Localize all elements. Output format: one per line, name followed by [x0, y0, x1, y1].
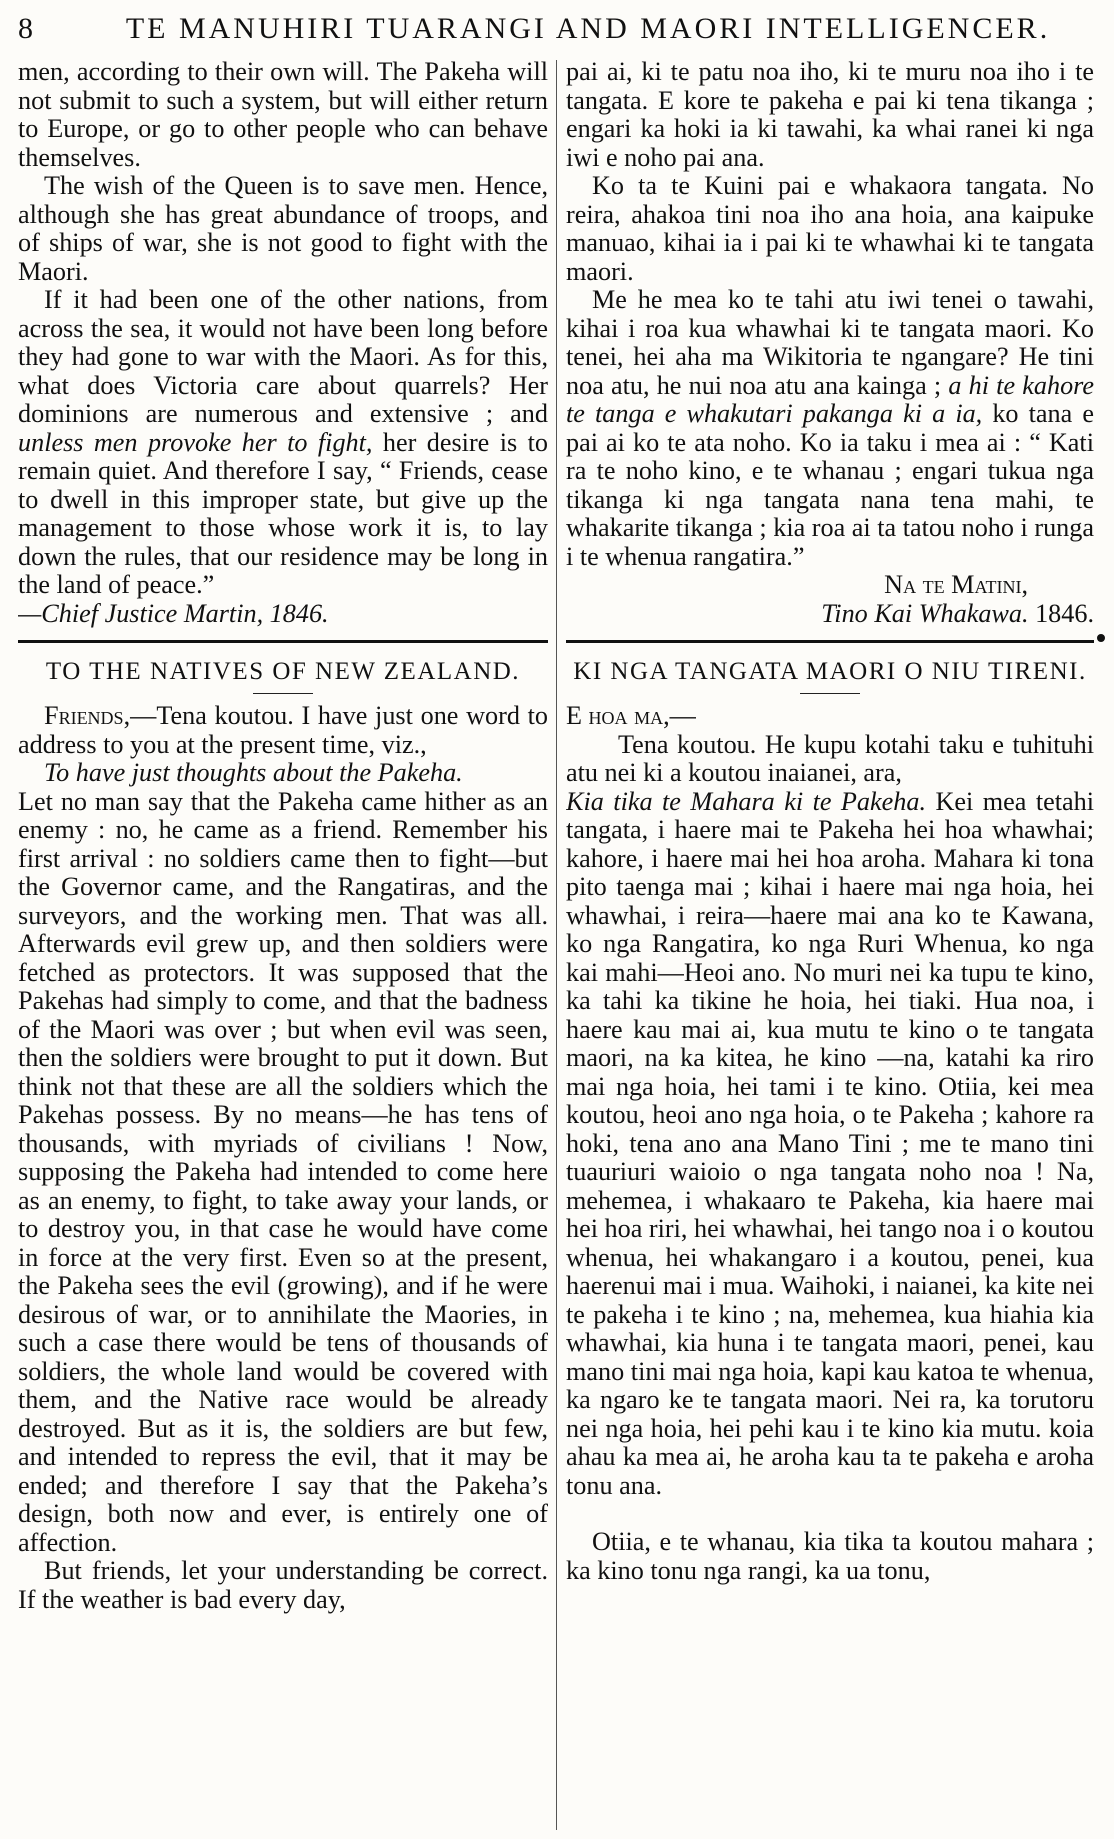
paragraph: men, according to their own will. The Pakeha will not submit to such a system, but will either return to Europe, or go to other people who can behave themselves.: [18, 58, 548, 172]
masthead-title: TE MANUHIRI TUARANGI AND MAORI INTELLIGENCER.: [125, 12, 1051, 45]
text-run: —Tena koutou. I have just one word to address to you at the present time, viz.,: [18, 701, 548, 759]
spacer: [566, 1500, 1094, 1528]
section-divider: [566, 640, 1094, 643]
page-number: 8: [18, 12, 35, 45]
heading-rule: [253, 693, 313, 694]
italic-line: To have just thoughts about the Pakeha.: [44, 758, 463, 787]
column-rule: [556, 60, 557, 1830]
text-run: Me he mea ko te tahi atu iwi tenei o tawahi, kihai i roa kua whawhai ki te tangata maori. Ko tenei, hei aha ma Wikitoria te ngangare? He tini noa atu, he nui noa atu ana kainga ;: [566, 285, 1094, 400]
signature-title: Tino Kai Whakawa. 1846.: [821, 598, 1094, 628]
italic-text: Kia tika te Mahara ki te Pakeha.: [566, 786, 927, 816]
paragraph: But friends, let your understanding be correct. If the weather is bad every day,: [18, 1556, 548, 1614]
text-run: If it had been one of the other nations, from across the sea, it would not have been long before they had gone to war with the Maori. As for this, what does Victoria care about quarrels? Her dominions are numerous and extensive ; and: [18, 285, 548, 428]
paragraph: The wish of the Queen is to save men. Hence, although she has great abundance of troops, and of ships of war, she is not good to fight with the Maori.: [18, 171, 548, 286]
paragraph: pai ai, ki te patu noa iho, ki te muru noa iho i te tangata. E kore te pakeha e pai ki tena tikanga ; engari ka hoki ia ki tawahi, ka whai ranei ki nga iwi e noho pai ana.: [566, 58, 1094, 172]
paragraph: [18, 286, 548, 600]
ink-dot: [1097, 634, 1105, 642]
text-run: ko tana e pai ai ko te ata noho. Ko ia taku i mea ai : “ Kati ra te noho kino, e te whanau ; engari tukua nga tikanga ki nga tangata nana tena mahi, te whakarite tikanga ; kia roa ai ta tatou noho i runga i te whenua rangatira.”: [566, 399, 1094, 571]
paragraph: Otiia, e te whanau, kia tika ta koutou mahara ; ka kino tonu nga rangi, ka ua tonu,: [566, 1527, 1094, 1585]
section-divider: [18, 640, 548, 643]
paragraph: [18, 702, 548, 759]
paragraph: [566, 788, 1094, 1501]
heading-rule: [800, 693, 860, 694]
text-run: her desire is to remain quiet. And therefore I say, “ Friends, cease to dwell in this improper state, but give up the management to those whose work it is, to lay down the rules, that our residence may be long in the land of peace.”: [18, 427, 548, 599]
salutation: Friends,: [44, 701, 131, 730]
salutation: E hoa ma,—: [566, 701, 696, 730]
section-heading: TO THE NATIVES OF NEW ZEALAND.: [45, 658, 521, 685]
italic-text: a hi te kahore te tanga e whakutari pakanga ki a ia,: [566, 370, 1094, 428]
paragraph: Let no man say that the Pakeha came hither as an enemy : no, he came as a friend. Remember his first arrival : no soldiers came then to fight—but the Governor came, and the Rangatiras, and the surveyors, and the working men. That was all. Afterwards evil grew up, and then soldiers were fetched as protectors. It was supposed that the Pakehas had simply to come, and that the badness of the Maori was over ; but when evil was seen, then the soldiers were brought to put it down. But think not that these are all the soldiers which the Pakehas possess. By no means—he has tens of thousands, with myriads of civilians ! Now, supposing the Pakeha had intended to come here as an enemy, to fight, to take away your lands, or to destroy you, in that case he would have come in force at the very first. Even so at the present, the Pakeha sees the evil (growing), and if he were desirous of war, or to annihilate the Maories, in such a case there would be tens of thousands of soldiers, the whole land would be covered with them, and the Native race would be already destroyed. But as it is, the soldiers are but few, and intended to repress the evil, that it may be ended; and therefore I say that the Pakeha’s design, both now and ever, is entirely one of affection.: [18, 786, 548, 1557]
signature: —Chief Justice Martin, 1846.: [18, 598, 329, 628]
signature-name: Na te Matini,: [884, 570, 1028, 599]
paragraph: Ko ta te Kuini pai e whakaora tangata. No reira, ahakoa tini noa iho ana hoia, ana kaipuke manuao, kihai ia i pai ki te whawhai ki te tangata maori.: [566, 171, 1094, 286]
section-heading: KI NGA TANGATA MAORI O NIU TIRENI.: [573, 658, 1087, 685]
maori-column: [566, 58, 1094, 1833]
page-header: [18, 6, 1098, 52]
italic-text: unless men provoke her to fight,: [18, 427, 373, 457]
text-run: Kei mea tetahi tangata, i haere mai te Pakeha hei hoa whawhai; kahore, i haere mai hei hoa aroha. Mahara ki tona pito taenga mai ; kihai i haere mai nga hoia, hei whawhai, i reira—haere mai ana ko te Kawana, ko nga Rangatira, ko nga Ruri Whenua, ko nga kai mahi—Heoi ano. No muri nei ka tupu te kino, ka tahi ka tikine he hoia, hei tiaki. Hua noa, i haere kau mai ai, kua mutu te kino o te tangata maori, na ka kitea, he kino —na, katahi ka riro mai nga hoia, hei tami i te kino. Otiia, kei mea koutou, heoi ano nga hoia, o te Pakeha ; kahore ra hoki, tena ano ana Mano Tini ; me te mano tini tuauriuri waioio o nga tangata noho noa ! Na, mehemea, i whakaaro te Pakeha, kia haere mai hei hoa riri, hei whawhai, hei tango noa i o koutou whenua, hei whakangaro i a koutou, penei, kua haerenui mai i mua. Waihoki, i naianei, ka kite nei te pakeha i te kino ; na, mehemea, kua hiahia kia whawhai, kia huna i te tangata maori, penei, kau mano tini mai nga hoia, kapi kau katoa te whenua, ka ngaro ke te tangata maori. Nei ra, ka torutoru nei nga hoia, hei pehi kau i te kino kia mutu. koia ahau ka mea ai, he aroha kau ta te pakeha e aroha tonu ana.: [566, 786, 1094, 1500]
english-column: [18, 58, 548, 1833]
paragraph: [566, 286, 1094, 571]
paragraph: Tena koutou. He kupu kotahi taku e tuhituhi atu nei ki a koutou inaianei, ara,: [566, 729, 1094, 787]
